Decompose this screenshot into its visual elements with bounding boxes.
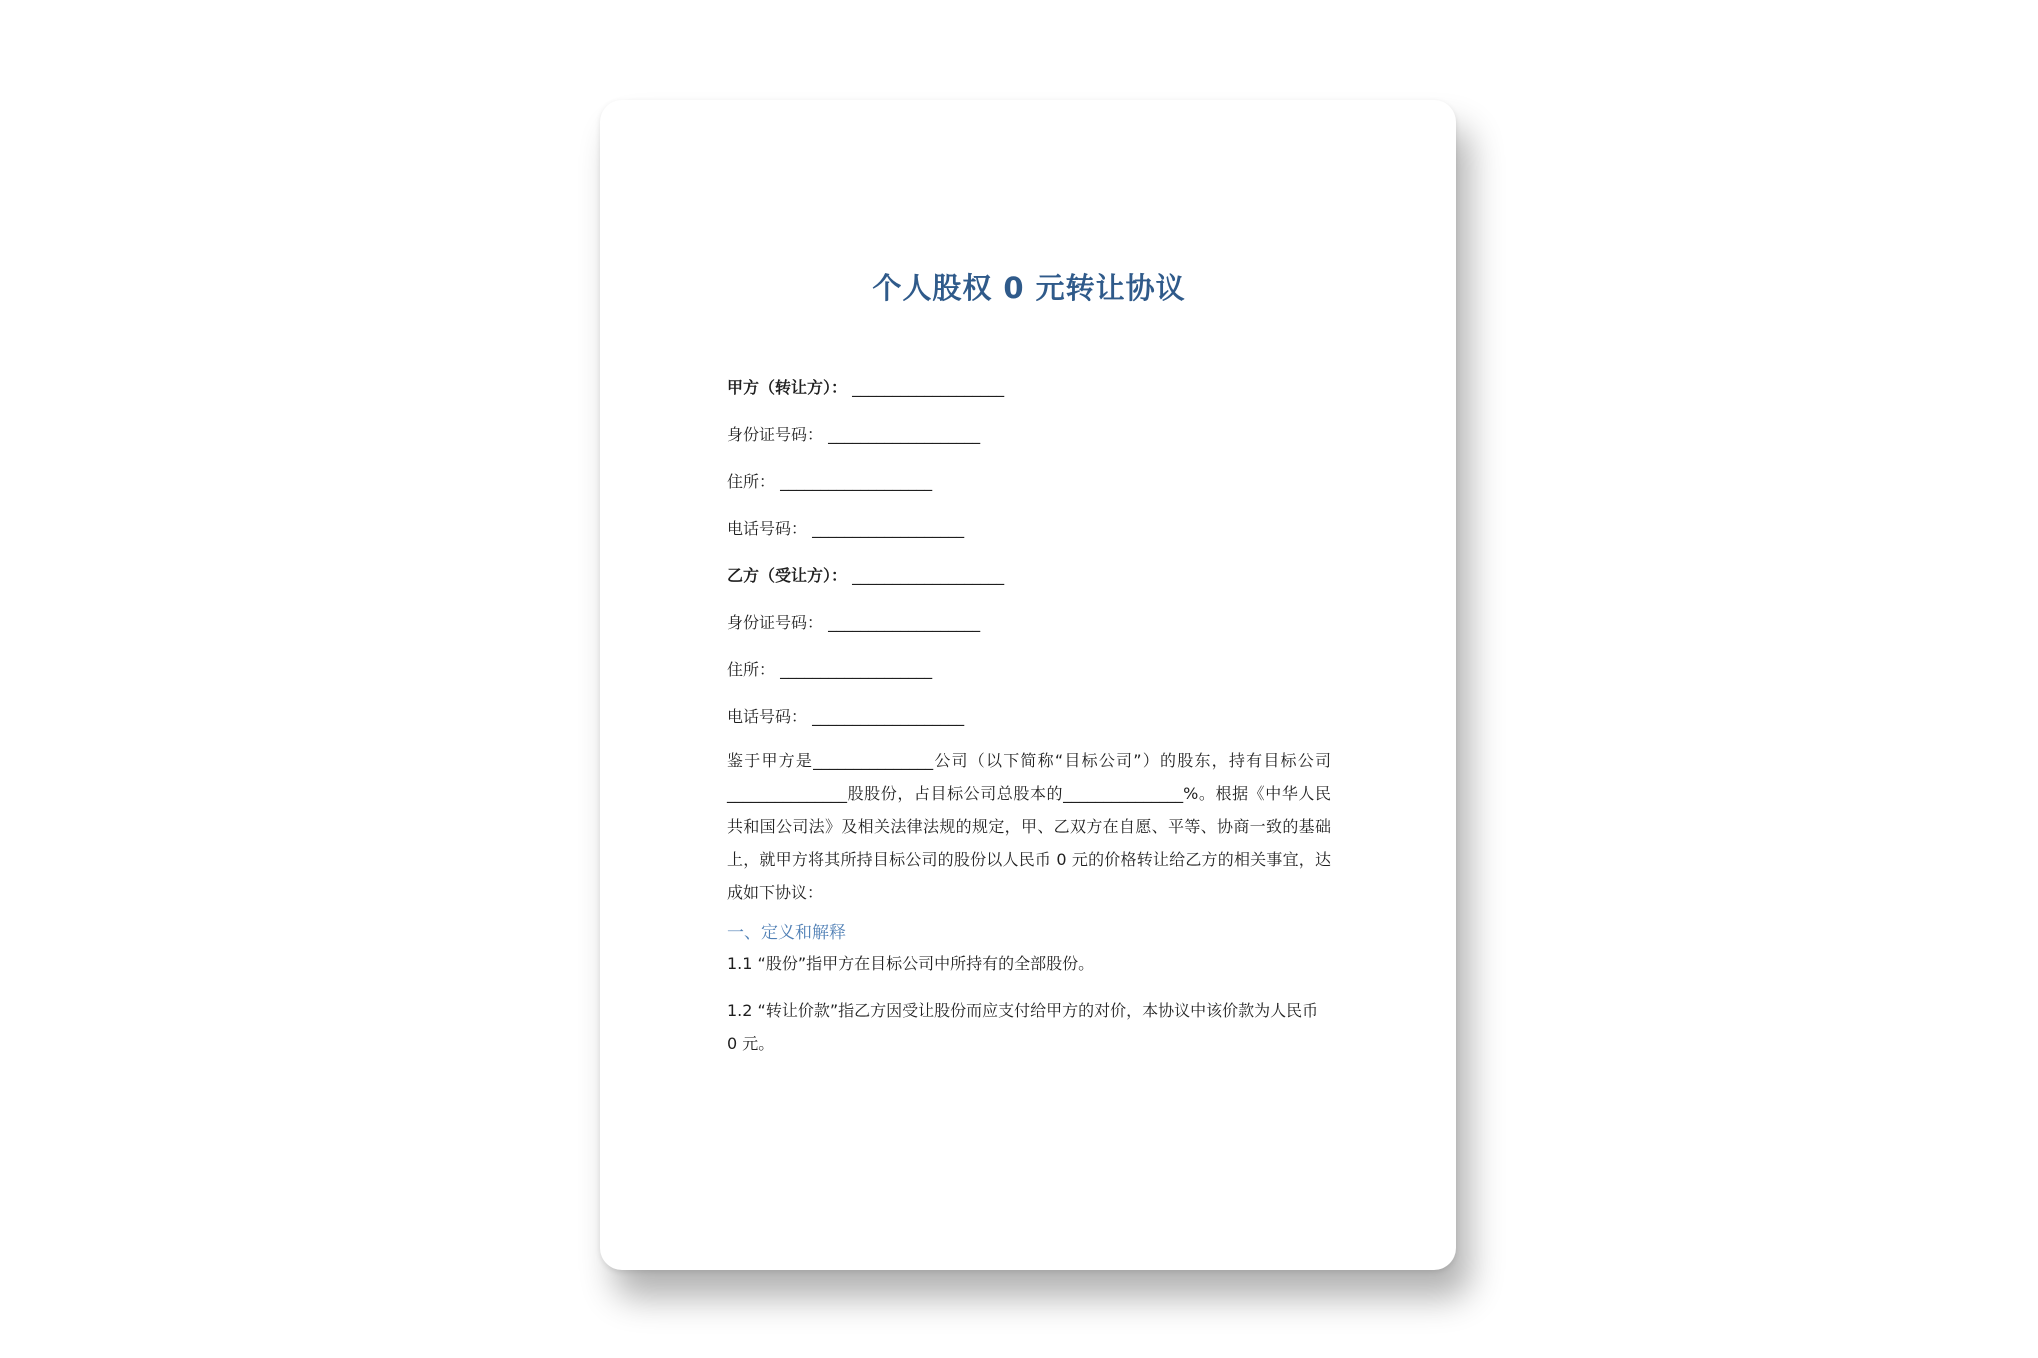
party-a-name-blank: ___________________ [852, 378, 1005, 397]
party-b-phone-field [727, 693, 1331, 740]
party-a-address-label: 住所： [727, 472, 776, 491]
party-b-phone-label: 电话号码： [727, 707, 808, 726]
clause-1-1: 1.1 “股份”指甲方在目标公司中所持有的全部股份。 [727, 954, 1095, 973]
party-b-address-field [727, 646, 1331, 693]
clause-1-2: 1.2 “转让价款”指乙方因受让股份而应支付给甲方的对价，本协议中该价款为人民币 0 元。 [727, 1001, 1319, 1053]
party-b-id-label: 身份证号码： [727, 613, 824, 632]
intro-paragraph: 鉴于甲方是_______________公司（以下简称“目标公司”）的股东，持有目标公司_______________股股份，占目标公司总股本的_______________%。根据《中华人民共和国公司法》及相关法律法规的规定，甲、乙双方在自愿、平等、协商一致的基础上，就甲方将其所持目标公司的股份以人民币 0 元的价格转让给乙方的相关事宜，达成如下协议： [727, 751, 1331, 902]
party-a-address-field [727, 458, 1331, 505]
party-b-phone-blank: ___________________ [812, 707, 965, 726]
party-a-address-blank: ___________________ [780, 472, 933, 491]
party-b-heading-label: 乙方（受让方）： [727, 566, 848, 585]
party-a-phone-label: 电话号码： [727, 519, 808, 538]
document-title: 个人股权 0 元转让协议 [872, 271, 1186, 305]
party-a-phone-field [727, 505, 1331, 552]
party-b-heading [727, 552, 1331, 599]
party-a-id-field [727, 411, 1331, 458]
section-heading-definitions: 一、定义和解释 [727, 923, 846, 943]
party-a-phone-blank: ___________________ [812, 519, 965, 538]
party-a-id-label: 身份证号码： [727, 425, 824, 444]
party-b-address-label: 住所： [727, 660, 776, 679]
party-a-heading [727, 364, 1331, 411]
party-b-name-blank: ___________________ [852, 566, 1005, 585]
party-b-id-field [727, 599, 1331, 646]
document-page [600, 100, 1456, 1270]
party-b-id-blank: ___________________ [828, 613, 981, 632]
party-a-heading-label: 甲方（转让方）： [727, 378, 848, 397]
party-a-id-blank: ___________________ [828, 425, 981, 444]
party-b-address-blank: ___________________ [780, 660, 933, 679]
